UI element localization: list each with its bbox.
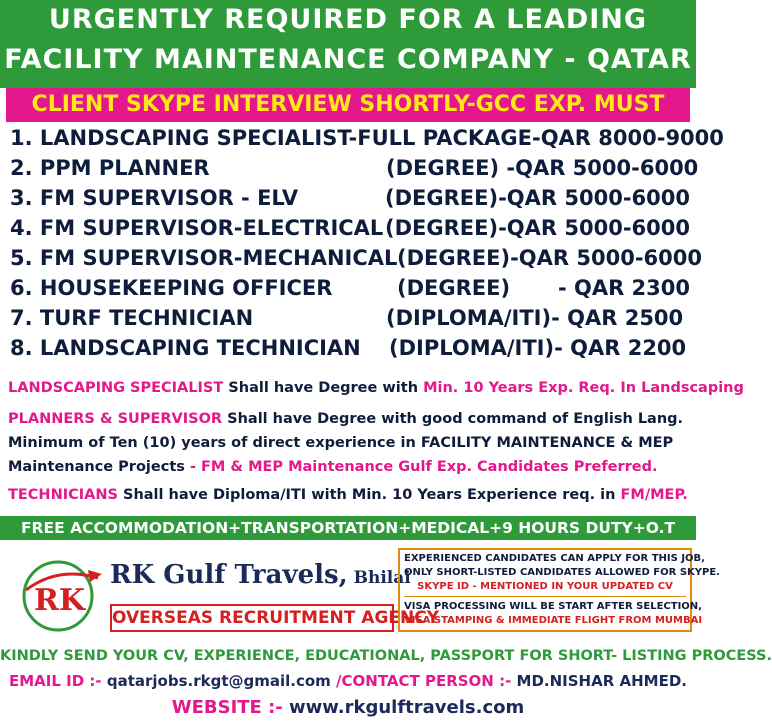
technicians-requirement [8, 487, 692, 503]
benefits-banner: FREE ACCOMMODATION+TRANSPORTATION+MEDICAL+9 HOURS DUTY+O.T [0, 516, 696, 540]
planners-label: PLANNERS & SUPERVISOR [8, 411, 223, 427]
notice-box [398, 548, 720, 632]
planners-requirement [8, 411, 692, 427]
brand-name [110, 560, 411, 590]
email-link[interactable]: qatarjobs.rkgt@gmail.com [106, 672, 331, 690]
job-qualification: (DEGREE)-QAR 5000-6000 [385, 186, 690, 210]
planners-requirement-line-2: Minimum of Ten (10) years of direct experience in FACILITY MAINTENANCE & MEP [8, 435, 674, 451]
job-qualification: (DIPLOMA/ITI)- QAR 2200 [389, 336, 687, 360]
notice-line-1: EXPERIENCED CANDIDATES CAN APPLY FOR THIS JOB, [404, 553, 705, 564]
job-row-3 [0, 186, 696, 216]
header-line-2: FACILITY MAINTENANCE COMPANY - QATAR [4, 44, 692, 75]
job-title: 1. LANDSCAPING SPECIALIST-FULL PACKAGE-QAR 8000-9000 [10, 126, 724, 150]
job-title: 2. PPM PLANNER [10, 156, 210, 180]
job-row-7 [0, 306, 696, 336]
specialist-label: LANDSCAPING SPECIALIST [8, 380, 224, 396]
website-label: WEBSITE :- [171, 697, 290, 718]
rk-logo-icon [18, 552, 104, 638]
technicians-end: FM/MEP. [620, 487, 688, 503]
job-row-6 [0, 276, 696, 306]
job-title: 7. TURF TECHNICIAN [10, 306, 254, 330]
specialist-requirement [8, 380, 744, 396]
website-line [0, 697, 696, 718]
planners-text: Shall have Degree with good command of English Lang. [222, 411, 684, 427]
job-title: 4. FM SUPERVISOR-ELECTRICAL [10, 216, 384, 240]
company-city: Bhilai [347, 568, 411, 588]
agency-badge: OVERSEAS RECRUITMENT AGENCY [110, 604, 394, 632]
contact-person: MD.NISHAR AHMED. [516, 672, 687, 690]
job-title: 5. FM SUPERVISOR-MECHANICAL [10, 246, 398, 270]
interview-banner: CLIENT SKYPE INTERVIEW SHORTLY-GCC EXP. MUST [6, 88, 690, 122]
notice-line-3: SKYPE ID - MENTIONED IN YOUR UPDATED CV [417, 581, 673, 592]
job-qualification: (DEGREE) -QAR 5000-6000 [386, 156, 699, 180]
planners-line-3-start: Maintenance Projects [8, 459, 190, 475]
job-row-2 [0, 156, 699, 186]
job-title: 3. FM SUPERVISOR - ELV [10, 186, 299, 210]
job-row-1 [0, 126, 724, 156]
contact-label: /CONTACT PERSON :- [330, 672, 517, 690]
job-qualification: (DEGREE)-QAR 5000-6000 [397, 246, 702, 270]
company-name: RK Gulf Travels, [110, 560, 348, 590]
job-salary: - QAR 2300 [557, 276, 690, 300]
job-title: 8. LANDSCAPING TECHNICIAN [10, 336, 361, 360]
notice-line-2: ONLY SHORT-LISTED CANDIDATES ALLOWED FOR SKYPE. [404, 567, 720, 578]
contact-line [0, 672, 696, 690]
job-title: 6. HOUSEKEEPING OFFICER [10, 276, 333, 300]
job-qualification: (DEGREE) [397, 276, 511, 300]
job-qualification: (DIPLOMA/ITI)- QAR 2500 [386, 306, 684, 330]
job-row-4 [0, 216, 696, 246]
header-banner [0, 0, 696, 88]
logo-text: RK [34, 583, 86, 618]
planners-requirement-line-3 [8, 459, 692, 475]
header-line-1: URGENTLY REQUIRED FOR A LEADING [48, 4, 648, 35]
notice-line-5: VISA STAMPING & IMMEDIATE FLIGHT FROM MUMBAI [404, 615, 703, 626]
technicians-label: TECHNICIANS [8, 487, 118, 503]
notice-divider [404, 596, 686, 598]
email-label: EMAIL ID :- [9, 672, 107, 690]
planners-line-3-preferred: - FM & MEP Maintenance Gulf Exp. Candidates Preferred. [189, 459, 658, 475]
website-link[interactable]: www.rkgulftravels.com [289, 697, 525, 718]
job-row-8 [0, 336, 696, 366]
notice-line-4: VISA PROCESSING WILL BE START AFTER SELECTION, [404, 601, 702, 612]
specialist-text: Shall have Degree with [223, 380, 424, 396]
application-instructions: KINDLY SEND YOUR CV, EXPERIENCE, EDUCATIONAL, PASSPORT FOR SHORT- LISTING PROCESS. [0, 648, 772, 664]
technicians-text: Shall have Diploma/ITI with Min. 10 Years Experience req. in [117, 487, 621, 503]
specialist-experience: Min. 10 Years Exp. Req. In Landscaping [423, 380, 744, 396]
job-qualification: (DEGREE)-QAR 5000-6000 [385, 216, 690, 240]
job-row-5 [0, 246, 702, 276]
